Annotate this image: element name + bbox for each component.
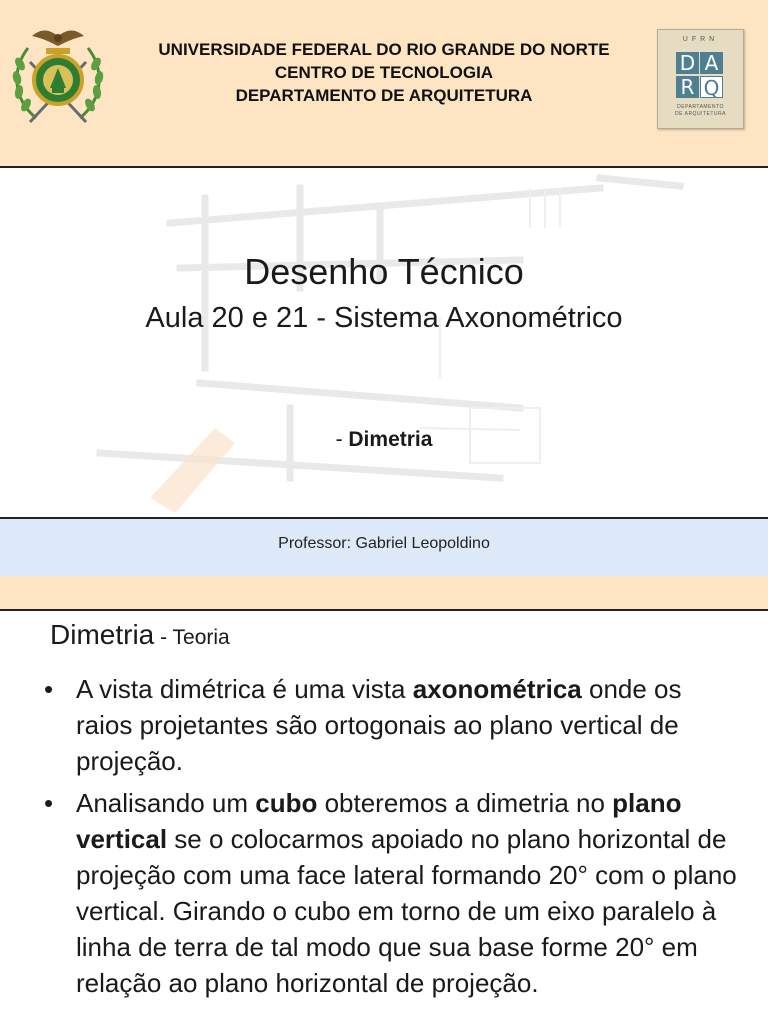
darq-logo-letters [676, 52, 724, 98]
darq-letter-d: D [676, 52, 699, 74]
bullet-marker: • [44, 788, 54, 818]
darq-logo-caption [658, 104, 743, 118]
slide-topic [0, 428, 768, 452]
bullet-list [44, 671, 744, 1007]
darq-caption-line1: DEPARTAMENTO [677, 104, 724, 110]
darq-caption-line2: DE ARQUITETURA [675, 111, 726, 117]
theory-title-main: Dimetria [50, 619, 155, 650]
bullet2-text3: se o colocarmos apoiado no plano horizontal de projeção com uma face lateral formando 20° com o plano vertical. Girando o cubo em torno de um eixo paralelo à linha de terra de tal modo que sua base forme 20° em relação ao plano horizontal de projeção. [76, 824, 737, 998]
bullet1-text2: onde os raios projetantes são ortogonais ao plano vertical de projeção. [76, 674, 682, 776]
professor-name: Professor: Gabriel Leopoldino [278, 535, 490, 552]
department-name: DEPARTAMENTO DE ARQUITETURA [235, 86, 533, 105]
professor-bar [0, 517, 768, 576]
bullet2-text2: obteremos a dimetria no [317, 788, 613, 818]
darq-letter-r: R [676, 76, 699, 98]
floor-plan-background-image [0, 168, 768, 516]
bullet1-bold1: axonométrica [412, 674, 582, 704]
darq-logo-icon [657, 29, 744, 129]
slide-subtitle: Aula 20 e 21 - Sistema Axonométrico [145, 302, 623, 334]
topic-label: Dimetria [348, 428, 433, 451]
slide-footer [0, 576, 768, 611]
ufrn-crest-icon [10, 18, 106, 130]
center-name: CENTRO DE TECNOLOGIA [274, 63, 494, 82]
darq-logo-ufrn: UFRN [682, 36, 719, 43]
title-area [0, 168, 768, 516]
darq-letter-a: A [700, 52, 723, 74]
bullet-item [44, 671, 744, 779]
theory-title-suffix: - Teoria [154, 626, 230, 649]
bullet-item [44, 785, 744, 1001]
theory-slide [0, 611, 768, 1024]
bullet2-text1: Analisando um [76, 788, 256, 818]
university-name: UNIVERSIDADE FEDERAL DO RIO GRANDE DO NORTE [158, 40, 610, 59]
bullet2-bold2: plano vertical [76, 788, 682, 854]
darq-letter-q: Q [700, 76, 723, 98]
bullet1-text1: A vista dimétrica é uma vista [76, 674, 413, 704]
slide-title: Desenho Técnico [244, 251, 524, 292]
institution-heading [110, 38, 658, 107]
slide-header [0, 0, 768, 168]
bullet-marker: • [44, 674, 54, 704]
topic-prefix: - [335, 428, 349, 451]
theory-slide-title [50, 619, 230, 651]
bullet2-bold1: cubo [255, 788, 318, 818]
